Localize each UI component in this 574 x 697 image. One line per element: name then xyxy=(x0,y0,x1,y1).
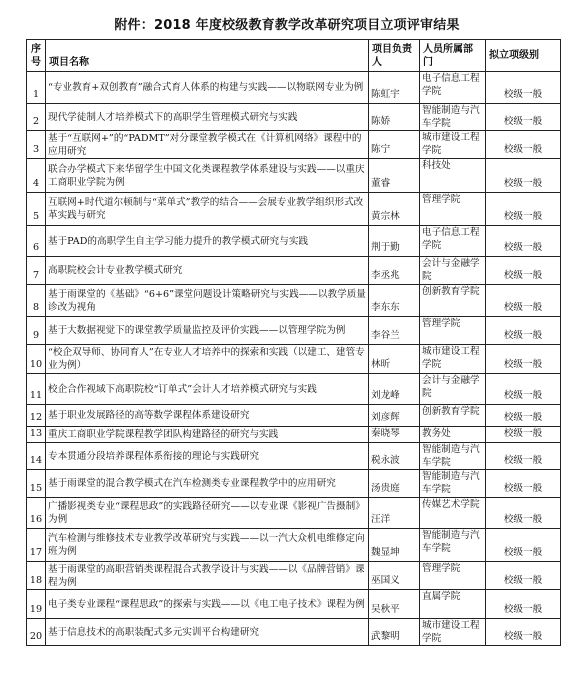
row-grade: 校级一般 xyxy=(486,285,561,317)
document-title: 附件：2018 年度校级教育教学改革研究项目立项评审结果 xyxy=(114,18,460,33)
row-project-name: 基于雨课堂的《基础》“6+6”课堂问题设计策略研究与实践——以教学质量诊改为视角 xyxy=(46,285,369,317)
table-row xyxy=(27,226,561,257)
row-grade: 校级一般 xyxy=(486,470,561,498)
row-number: 4 xyxy=(27,159,46,193)
header-grade: 拟立项级别 xyxy=(486,40,561,72)
row-grade: 校级一般 xyxy=(486,529,561,562)
row-number: 8 xyxy=(27,285,46,317)
row-leader: 陈虹宇 xyxy=(369,72,420,104)
row-department: 电子信息工程学院 xyxy=(420,226,486,257)
header-no: 序号 xyxy=(27,40,46,72)
table-row xyxy=(27,405,561,427)
row-project-name: 高职院校会计专业教学模式研究 xyxy=(46,257,369,285)
row-leader: 武黎明 xyxy=(369,619,420,646)
row-department: 传媒艺术学院 xyxy=(420,498,486,529)
table-row xyxy=(27,104,561,131)
row-grade: 校级一般 xyxy=(486,72,561,104)
row-grade: 校级一般 xyxy=(486,159,561,193)
row-department: 智能制造与汽车学院 xyxy=(420,104,486,131)
row-number: 20 xyxy=(27,619,46,646)
row-department: 智能制造与汽车学院 xyxy=(420,470,486,498)
row-grade: 校级一般 xyxy=(486,498,561,529)
row-number: 14 xyxy=(27,443,46,470)
row-grade: 校级一般 xyxy=(486,131,561,159)
row-leader: 陈娇 xyxy=(369,104,420,131)
row-leader: 李谷兰 xyxy=(369,317,420,345)
row-department: 创新教育学院 xyxy=(420,405,486,427)
table-row xyxy=(27,374,561,405)
header-name: 项目名称 xyxy=(46,40,369,72)
row-grade: 校级一般 xyxy=(486,345,561,374)
row-number: 12 xyxy=(27,405,46,427)
row-leader: 汪洋 xyxy=(369,498,420,529)
row-grade: 校级一般 xyxy=(486,104,561,131)
header-leader: 项目负责人 xyxy=(369,40,420,72)
row-department: 城市建设工程学院 xyxy=(420,345,486,374)
table-row xyxy=(27,257,561,285)
row-grade: 校级一般 xyxy=(486,562,561,590)
row-leader: 刘龙峰 xyxy=(369,374,420,405)
row-grade: 校级一般 xyxy=(486,317,561,345)
row-leader: 税永波 xyxy=(369,443,420,470)
row-department: 会计与金融学院 xyxy=(420,257,486,285)
row-grade: 校级一般 xyxy=(486,226,561,257)
table-row xyxy=(27,131,561,159)
table-row xyxy=(27,443,561,470)
row-project-name: 基于PAD的高职学生自主学习能力提升的教学模式研究与实践 xyxy=(46,226,369,257)
row-department: 直属学院 xyxy=(420,590,486,619)
row-project-name: 现代学徒制人才培养模式下的高职学生管理模式研究与实践 xyxy=(46,104,369,131)
row-project-name: 汽车检测与维修技术专业教学改革研究与实践——以一汽大众机电维修定向班为例 xyxy=(46,529,369,562)
row-leader: 魏显坤 xyxy=(369,529,420,562)
row-number: 13 xyxy=(27,427,46,443)
row-project-name: “校企双导师、协同育人”在专业人才培养中的探索和实践（以建工、建管专业为例） xyxy=(46,345,369,374)
row-department: 创新教育学院 xyxy=(420,285,486,317)
row-project-name: 互联网+时代道尔顿制与“菜单式”教学的结合——会展专业教学组织形式改革实践与研究 xyxy=(46,193,369,226)
row-leader: 刘彦辉 xyxy=(369,405,420,427)
table-row xyxy=(27,590,561,619)
row-project-name: 广播影视类专业“课程思政”的实践路径研究——以专业课《影视广告摄制》为例 xyxy=(46,498,369,529)
row-number: 10 xyxy=(27,345,46,374)
table-body xyxy=(27,72,561,646)
row-leader: 林昕 xyxy=(369,345,420,374)
row-grade: 校级一般 xyxy=(486,619,561,646)
table-row xyxy=(27,529,561,562)
row-number: 16 xyxy=(27,498,46,529)
row-project-name: 基于大数据视觉下的课堂教学质量监控及评价实践——以管理学院为例 xyxy=(46,317,369,345)
row-department: 管理学院 xyxy=(420,193,486,226)
table-row xyxy=(27,345,561,374)
row-project-name: 基于“互联网+”的“PADMT”对分课堂教学模式在《计算机网络》课程中的应用研究 xyxy=(46,131,369,159)
row-grade: 校级一般 xyxy=(486,257,561,285)
row-number: 7 xyxy=(27,257,46,285)
row-department: 城市建设工程学院 xyxy=(420,619,486,646)
row-grade: 校级一般 xyxy=(486,405,561,427)
row-project-name: 基于信息技术的高职装配式多元实训平台构建研究 xyxy=(46,619,369,646)
row-leader: 秦晓琴 xyxy=(369,427,420,443)
row-project-name: 联合办学模式下来华留学生中国文化类课程教学体系建设与实践——以重庆工商职业学院为例 xyxy=(46,159,369,193)
row-project-name: 重庆工商职业学院课程教学团队构建路径的研究与实践 xyxy=(46,427,369,443)
row-number: 3 xyxy=(27,131,46,159)
row-project-name: “专业教育+双创教育”融合式育人体系的构建与实践——以物联网专业为例 xyxy=(46,72,369,104)
row-department: 智能制造与汽车学院 xyxy=(420,443,486,470)
row-department: 电子信息工程学院 xyxy=(420,72,486,104)
row-project-name: 专本贯通分段培养课程体系衔接的理论与实践研究 xyxy=(46,443,369,470)
row-grade: 校级一般 xyxy=(486,374,561,405)
row-grade: 校级一般 xyxy=(486,193,561,226)
row-leader: 陈宁 xyxy=(369,131,420,159)
table-row xyxy=(27,285,561,317)
table-row xyxy=(27,72,561,104)
row-project-name: 基于职业发展路径的高等数学课程体系建设研究 xyxy=(46,405,369,427)
row-department: 科技处 xyxy=(420,159,486,193)
row-number: 9 xyxy=(27,317,46,345)
table-row xyxy=(27,159,561,193)
row-leader: 汤贵庭 xyxy=(369,470,420,498)
row-grade: 校级一般 xyxy=(486,443,561,470)
row-leader: 李东东 xyxy=(369,285,420,317)
row-leader: 黄宗林 xyxy=(369,193,420,226)
row-number: 2 xyxy=(27,104,46,131)
row-grade: 校级一般 xyxy=(486,427,561,443)
table-row xyxy=(27,317,561,345)
table-row xyxy=(27,427,561,443)
row-leader: 吴秋平 xyxy=(369,590,420,619)
table-header-row xyxy=(27,40,561,72)
row-leader: 李丞兆 xyxy=(369,257,420,285)
table-row xyxy=(27,470,561,498)
row-leader: 巫国义 xyxy=(369,562,420,590)
row-number: 17 xyxy=(27,529,46,562)
row-department: 教务处 xyxy=(420,427,486,443)
row-number: 15 xyxy=(27,470,46,498)
row-number: 18 xyxy=(27,562,46,590)
row-number: 5 xyxy=(27,193,46,226)
row-project-name: 基于雨课堂的混合教学模式在汽车检测类专业课程教学中的应用研究 xyxy=(46,470,369,498)
row-number: 1 xyxy=(27,72,46,104)
row-department: 智能制造与汽车学院 xyxy=(420,529,486,562)
row-project-name: 电子类专业课程“课程思政”的探索与实践——以《电工电子技术》课程为例 xyxy=(46,590,369,619)
row-department: 管理学院 xyxy=(420,562,486,590)
row-number: 19 xyxy=(27,590,46,619)
row-number: 6 xyxy=(27,226,46,257)
row-department: 管理学院 xyxy=(420,317,486,345)
table-row xyxy=(27,193,561,226)
row-grade: 校级一般 xyxy=(486,590,561,619)
row-project-name: 基于雨课堂的高职营销类课程混合式教学设计与实践——以《品牌营销》课程为例 xyxy=(46,562,369,590)
table-row xyxy=(27,562,561,590)
row-project-name: 校企合作视域下高职院校“订单式”会计人才培养模式研究与实践 xyxy=(46,374,369,405)
results-table xyxy=(26,39,561,646)
table-row xyxy=(27,498,561,529)
row-number: 11 xyxy=(27,374,46,405)
row-department: 会计与金融学院 xyxy=(420,374,486,405)
table-row xyxy=(27,619,561,646)
row-leader: 荆于勤 xyxy=(369,226,420,257)
row-leader: 董睿 xyxy=(369,159,420,193)
header-dept: 人员所属部门 xyxy=(420,40,486,72)
row-department: 城市建设工程学院 xyxy=(420,131,486,159)
